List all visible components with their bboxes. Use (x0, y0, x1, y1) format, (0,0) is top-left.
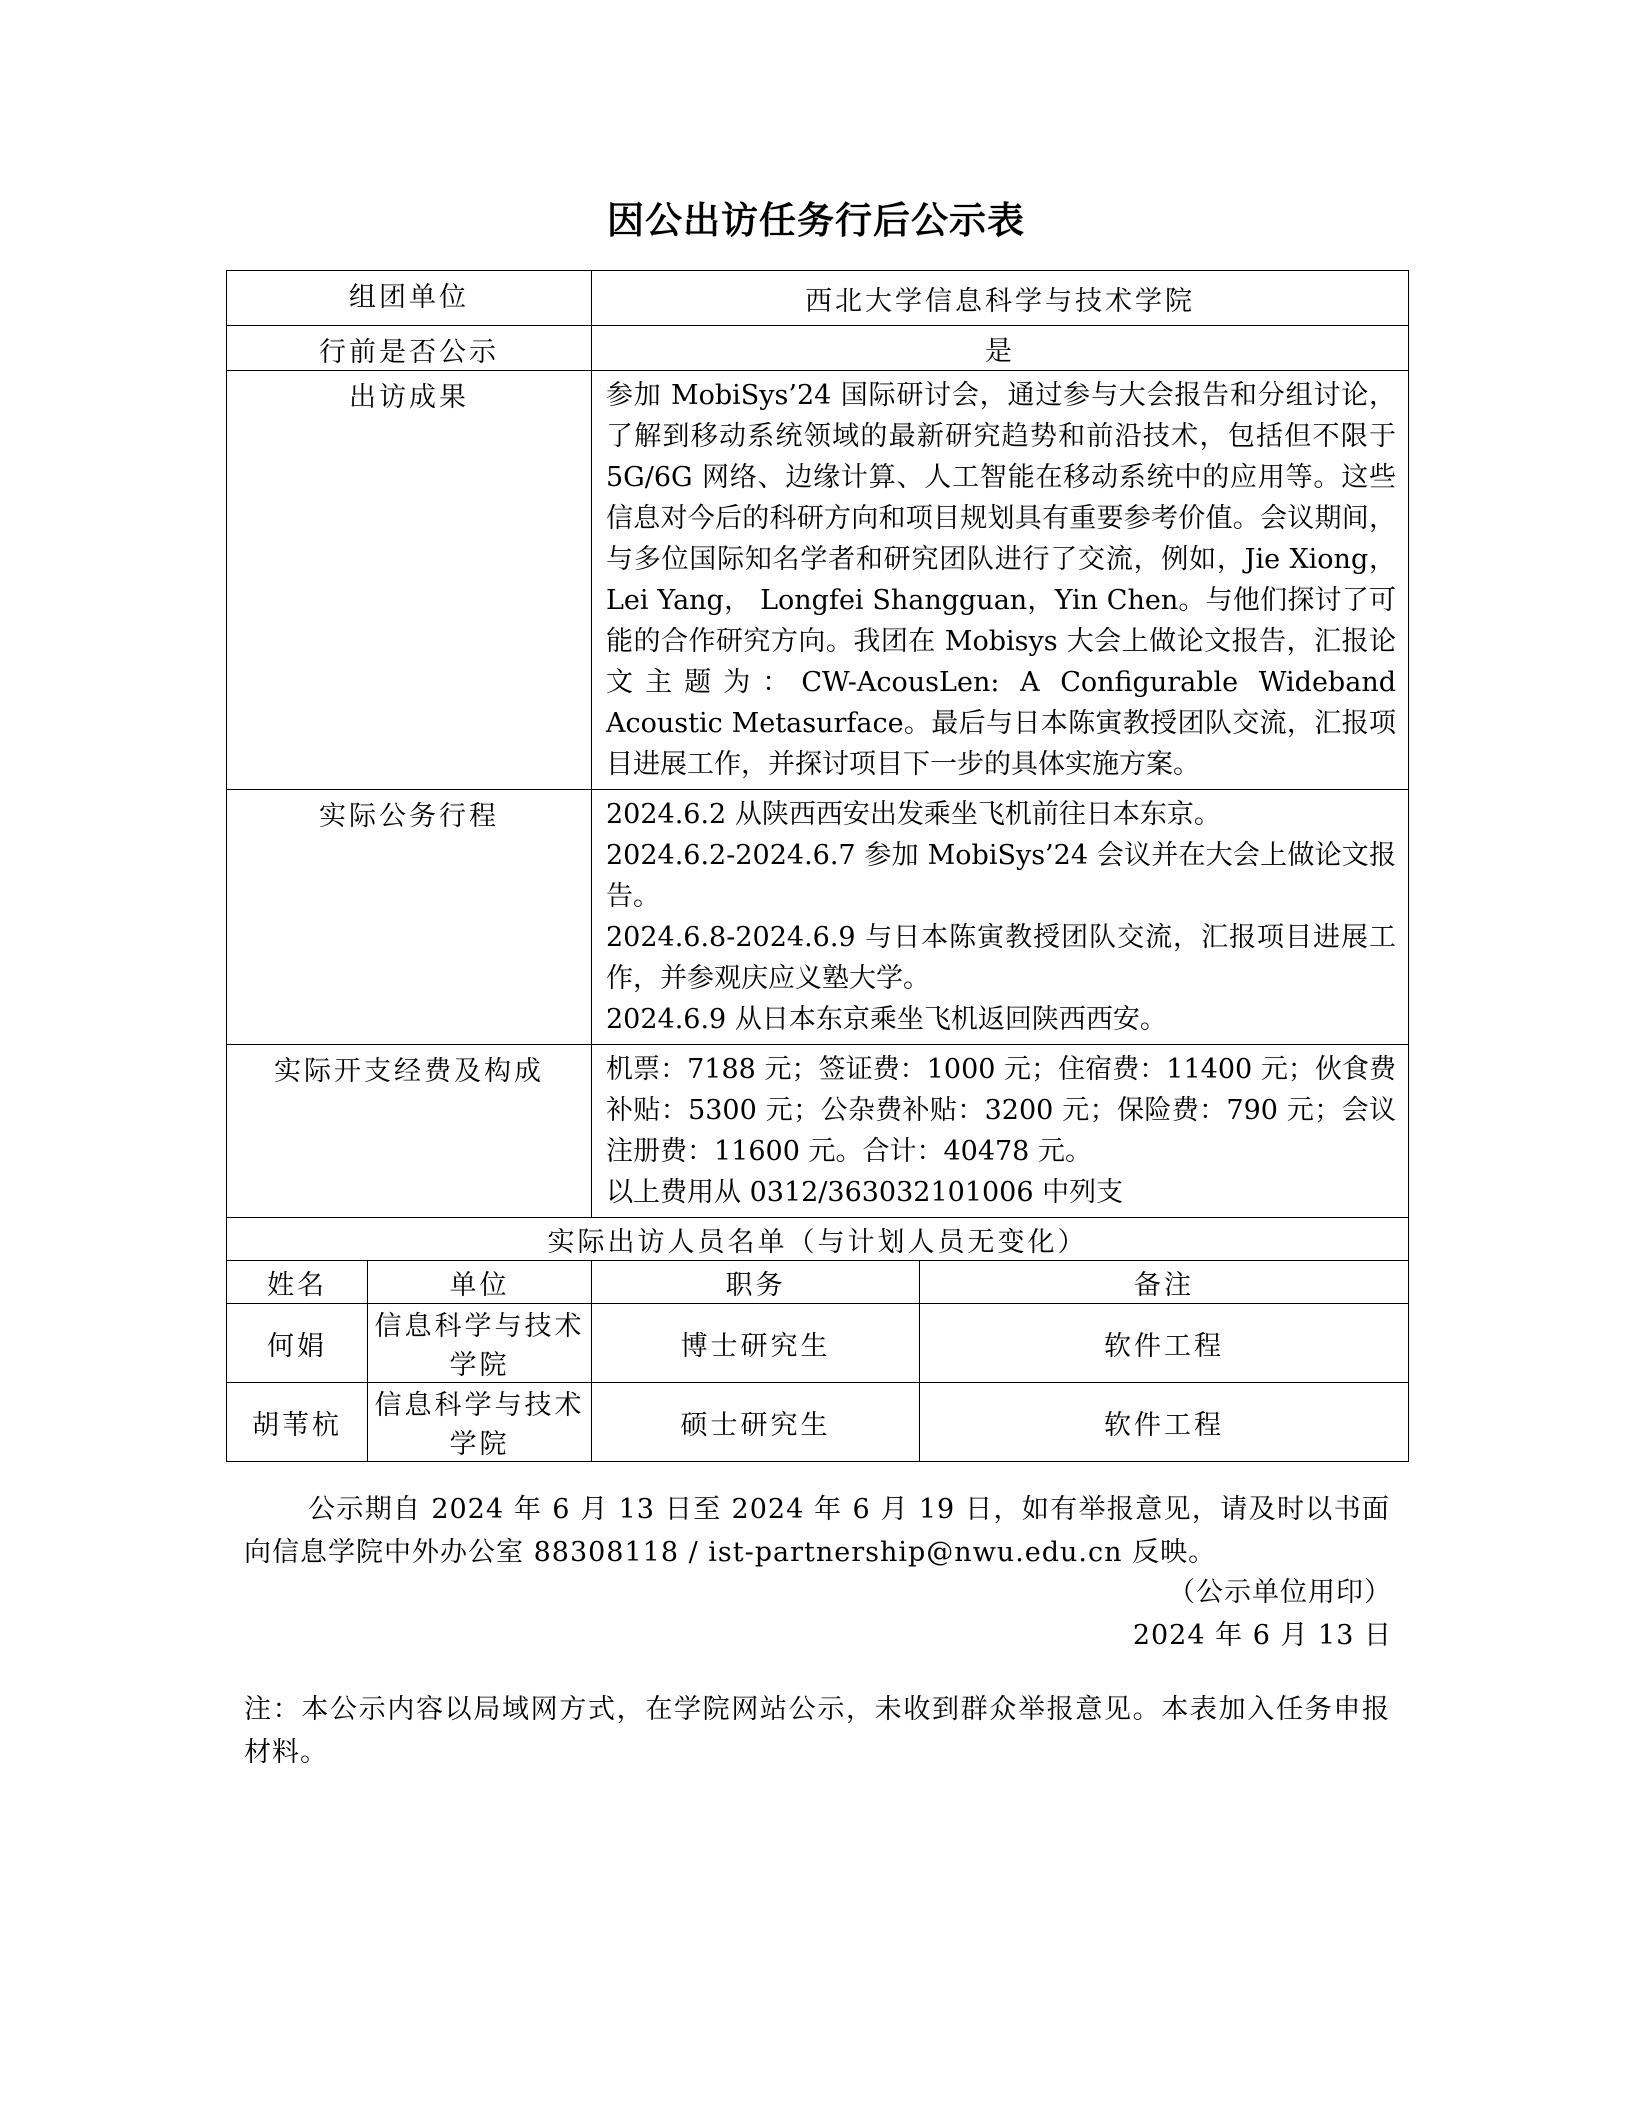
column-header-position: 职务 (592, 1261, 920, 1304)
person-unit: 信息科学与技术学院 (368, 1383, 592, 1462)
person-name: 胡苇杭 (227, 1383, 368, 1462)
column-header-unit: 单位 (368, 1261, 592, 1304)
itinerary-content (592, 790, 1409, 1045)
org-value: 西北大学信息科学与技术学院 (592, 271, 1409, 326)
expense-text: 机票：7188 元；签证费：1000 元；住宿费：11400 元；伙食费补贴：5300 元；公杂费补贴：3200 元；保险费：790 元；会议注册费：11600 元。合计：40478 元。 (606, 1054, 1396, 1167)
table-row (227, 1383, 1409, 1462)
expense-source: 以上费用从 0312/363032101006 中列支 (606, 1177, 1124, 1208)
notice-text: 公示期自 2024 年 6 月 13 日至 2024 年 6 月 19 日，如有举报意见，请及时以书面向信息学院中外办公室 88308118 / ist-partnership@nwu.edu.cn 反映。 (244, 1494, 1390, 1568)
publicity-table (226, 270, 1409, 1462)
person-name: 何娟 (227, 1304, 368, 1383)
footnote: 注：本公示内容以局域网方式，在学院网站公示，未收到群众举报意见。本表加入任务申报材料。 (244, 1694, 1390, 1768)
itinerary-label: 实际公务行程 (227, 790, 592, 1045)
result-row (227, 371, 1409, 790)
person-position: 博士研究生 (592, 1304, 920, 1383)
page-title: 因公出访任务行后公示表 (607, 198, 1025, 242)
result-text: 参加 MobiSys’24 国际研讨会，通过参与大会报告和分组讨论，了解到移动系统领域的最新研究趋势和前沿技术，包括但不限于 5G/6G 网络、边缘计算、人工智能在移动系统中的应用等。这些信息对今后的科研方向和项目规划具有重要参考价值。会议期间，与多位国际知名学者和研究团队进行了交流，例如，Jie Xiong，Lei Yang， Longfei Shangguan，Yin Chen。与他们探讨了可能的合作研究方向。我团在 Mobisys 大会上做论文报告，汇报论文主题为：CW-AcousLen: A Configurable Wideband Acoustic Metasurface。最后与日本陈寅教授团队交流，汇报项目进展工作，并探讨项目下一步的具体实施方案。 (592, 371, 1409, 790)
itinerary-item: 2024.6.8-2024.6.9 与日本陈寅教授团队交流，汇报项目进展工作，并参观庆应义塾大学。 (606, 922, 1396, 994)
expense-row (227, 1045, 1409, 1218)
org-label: 组团单位 (227, 271, 592, 326)
org-row (227, 271, 1409, 326)
itinerary-item: 2024.6.9 从日本东京乘坐飞机返回陕西西安。 (606, 1004, 1167, 1035)
person-unit: 信息科学与技术学院 (368, 1304, 592, 1383)
expense-content (592, 1045, 1409, 1218)
people-header: 实际出访人员名单（与计划人员无变化） (227, 1218, 1409, 1261)
public-value: 是 (592, 326, 1409, 371)
itinerary-item: 2024.6.2-2024.6.7 参加 MobiSys’24 会议并在大会上做论文报告。 (606, 840, 1396, 912)
people-columns-row (227, 1261, 1409, 1304)
person-note: 软件工程 (920, 1304, 1409, 1383)
table-row (227, 1304, 1409, 1383)
itinerary-row (227, 790, 1409, 1045)
notice-date: 2024 年 6 月 13 日 (1132, 1620, 1392, 1651)
public-label: 行前是否公示 (227, 326, 592, 371)
itinerary-item: 2024.6.2 从陕西西安出发乘坐飞机前往日本东京。 (606, 799, 1221, 830)
column-header-note: 备注 (920, 1261, 1409, 1304)
expense-label: 实际开支经费及构成 (227, 1045, 592, 1218)
person-position: 硕士研究生 (592, 1383, 920, 1462)
person-note: 软件工程 (920, 1383, 1409, 1462)
seal-note: （公示单位用印） (1168, 1577, 1392, 1608)
result-label: 出访成果 (227, 371, 592, 790)
column-header-name: 姓名 (227, 1261, 368, 1304)
people-header-row (227, 1218, 1409, 1261)
public-row (227, 326, 1409, 371)
